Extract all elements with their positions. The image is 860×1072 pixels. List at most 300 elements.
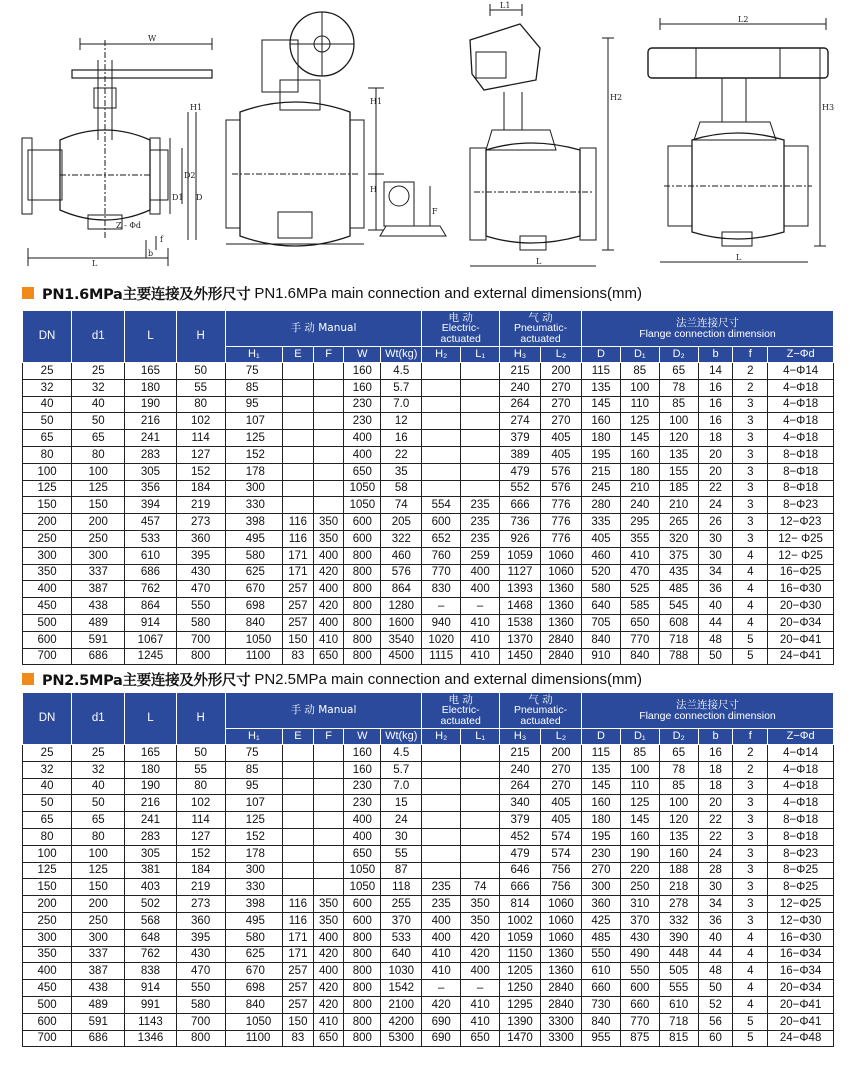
table-cell: 400 xyxy=(313,547,344,564)
table-cell xyxy=(313,363,344,380)
table-cell: 160 xyxy=(620,828,659,845)
table-cell: 180 xyxy=(581,812,620,829)
table-cell: 60 xyxy=(698,1030,733,1047)
table-cell: 610 xyxy=(125,547,176,564)
table-cell: 18 xyxy=(698,761,733,778)
header-dn: DN xyxy=(23,693,72,745)
table-cell: 640 xyxy=(581,598,620,615)
table-cell xyxy=(313,761,344,778)
table-cell: 80 xyxy=(176,778,225,795)
table-cell: 125 xyxy=(23,862,72,879)
table-cell: 24−Φ48 xyxy=(768,1030,834,1047)
header-sub: W xyxy=(344,729,381,745)
table-cell: 666 xyxy=(500,497,541,514)
table-cell: 600 xyxy=(620,980,659,997)
table-cell: 489 xyxy=(72,614,125,631)
table-cell: 840 xyxy=(581,1013,620,1030)
table-cell: 576 xyxy=(381,564,422,581)
table-cell: 125 xyxy=(620,413,659,430)
table-cell: 264 xyxy=(500,396,541,413)
table-cell: 1060 xyxy=(541,547,582,564)
table-row xyxy=(23,547,834,564)
header-sub: Wt(kg) xyxy=(381,347,422,363)
table-cell xyxy=(422,379,461,396)
table-cell: 118 xyxy=(381,879,422,896)
table-cell: 127 xyxy=(176,446,225,463)
label-f: f xyxy=(160,235,163,244)
table-cell: 4 xyxy=(733,946,768,963)
table-cell: 420 xyxy=(313,996,344,1013)
table-cell: 32 xyxy=(72,379,125,396)
table-cell: 322 xyxy=(381,530,422,547)
table-cell: 300 xyxy=(581,879,620,896)
header-sub: L₁ xyxy=(461,347,500,363)
table-cell: 330 xyxy=(225,879,282,896)
table-cell: 184 xyxy=(176,480,225,497)
table-cell: – xyxy=(461,980,500,997)
table-cell: 625 xyxy=(225,564,282,581)
header-sub: E xyxy=(283,347,314,363)
table-cell: 25 xyxy=(72,745,125,762)
section-marker xyxy=(22,673,34,685)
table-cell: 257 xyxy=(283,963,314,980)
table-cell: 730 xyxy=(581,996,620,1013)
header-electric-en: Electric-actuated xyxy=(440,322,481,345)
table-cell xyxy=(461,480,500,497)
table-cell: 762 xyxy=(125,946,176,963)
table-cell: 698 xyxy=(225,980,282,997)
table-cell: 125 xyxy=(620,795,659,812)
table-cell: 3 xyxy=(733,896,768,913)
table-cell: 180 xyxy=(125,761,176,778)
table-cell: 65 xyxy=(23,812,72,829)
table-cell: 800 xyxy=(344,598,381,615)
table-cell: 3 xyxy=(733,778,768,795)
table-cell: 410 xyxy=(461,614,500,631)
header-manual: 手 动 Manual xyxy=(225,693,422,729)
table-cell xyxy=(283,778,314,795)
table-cell: 4200 xyxy=(381,1013,422,1030)
table-cell xyxy=(283,761,314,778)
table-cell: 50 xyxy=(72,795,125,812)
table-cell: 1346 xyxy=(125,1030,176,1047)
table-cell: 150 xyxy=(283,631,314,648)
table-cell: 5.7 xyxy=(381,379,422,396)
header-pneumatic-en: Pneumatic-actuated xyxy=(513,704,568,727)
spec-table-pn16 xyxy=(22,310,834,665)
table-cell: 80 xyxy=(176,396,225,413)
table-cell: 3 xyxy=(733,879,768,896)
table-cell: 460 xyxy=(581,547,620,564)
table-cell: 50 xyxy=(698,980,733,997)
table-cell: 100 xyxy=(659,413,698,430)
label-d1: D1 xyxy=(172,193,184,202)
table-cell: 700 xyxy=(23,648,72,665)
table-cell: 505 xyxy=(659,963,698,980)
label-l-3: L xyxy=(536,257,542,266)
label-l2: L2 xyxy=(738,15,749,24)
label-d: D xyxy=(196,193,203,202)
table-cell: 330 xyxy=(225,497,282,514)
table-cell: 700 xyxy=(23,1030,72,1047)
table-cell: 5 xyxy=(733,648,768,665)
table-cell: 470 xyxy=(176,963,225,980)
table-cell xyxy=(313,480,344,497)
table-cell: 840 xyxy=(620,648,659,665)
table-cell: 646 xyxy=(500,862,541,879)
table-cell: 910 xyxy=(581,648,620,665)
header-electric xyxy=(422,693,500,729)
table-cell: 74 xyxy=(461,879,500,896)
table-cell xyxy=(283,463,314,480)
table-cell: 718 xyxy=(659,1013,698,1030)
table-cell: 24−Φ41 xyxy=(768,648,834,665)
table-cell: 55 xyxy=(381,845,422,862)
label-l1-top: L1 xyxy=(500,1,511,10)
table-cell: 235 xyxy=(461,530,500,547)
table-cell: 300 xyxy=(72,929,125,946)
table-cell: 420 xyxy=(313,564,344,581)
table-cell: 7.0 xyxy=(381,396,422,413)
table-cell: 241 xyxy=(125,812,176,829)
table-cell: 178 xyxy=(225,463,282,480)
table-row xyxy=(23,778,834,795)
table-cell: 240 xyxy=(620,497,659,514)
table-cell: 40 xyxy=(698,929,733,946)
table-cell: 200 xyxy=(23,896,72,913)
table-row xyxy=(23,879,834,896)
table-cell xyxy=(283,845,314,862)
table-cell: 1360 xyxy=(541,598,582,615)
table-cell: 216 xyxy=(125,795,176,812)
table-row xyxy=(23,996,834,1013)
table-cell: 184 xyxy=(176,862,225,879)
table-cell: 16 xyxy=(381,430,422,447)
table-cell: 650 xyxy=(344,463,381,480)
table-cell: 220 xyxy=(620,862,659,879)
header-dn: DN xyxy=(23,311,72,363)
table-cell: 125 xyxy=(23,480,72,497)
table-cell: 350 xyxy=(23,946,72,963)
table-cell: 332 xyxy=(659,912,698,929)
table-cell: 160 xyxy=(344,761,381,778)
table-row xyxy=(23,598,834,615)
table-cell: 838 xyxy=(125,963,176,980)
table-cell: 116 xyxy=(283,514,314,531)
table-cell xyxy=(283,795,314,812)
table-cell: 485 xyxy=(581,929,620,946)
header-sub: W xyxy=(344,347,381,363)
table-cell: 7.0 xyxy=(381,778,422,795)
table-cell: 926 xyxy=(500,530,541,547)
table-row xyxy=(23,514,834,531)
table-cell: 257 xyxy=(283,996,314,1013)
header-pneumatic xyxy=(500,311,582,347)
header-electric-en: Electric-actuated xyxy=(440,704,481,727)
table-cell: 235 xyxy=(461,514,500,531)
table-cell: 4.5 xyxy=(381,745,422,762)
table-cell: 3 xyxy=(733,480,768,497)
table-cell: 580 xyxy=(225,929,282,946)
table-cell: 241 xyxy=(125,430,176,447)
table-cell xyxy=(313,879,344,896)
table-cell: 160 xyxy=(581,795,620,812)
table-cell: 438 xyxy=(72,980,125,997)
table-cell: 85 xyxy=(620,363,659,380)
table-cell: 425 xyxy=(581,912,620,929)
table-cell: 30 xyxy=(381,828,422,845)
table-cell: 1245 xyxy=(125,648,176,665)
table-cell xyxy=(313,379,344,396)
table-cell: 127 xyxy=(176,828,225,845)
table-cell xyxy=(422,812,461,829)
table-cell: 410 xyxy=(313,631,344,648)
table-cell: 205 xyxy=(381,514,422,531)
table-cell: 337 xyxy=(72,564,125,581)
table-cell: 100 xyxy=(620,379,659,396)
header-pneumatic-cn: 气 动 xyxy=(528,311,553,324)
table-cell: 219 xyxy=(176,497,225,514)
table-cell: 864 xyxy=(125,598,176,615)
table-cell: 12−Φ30 xyxy=(768,912,834,929)
table-cell: 2840 xyxy=(541,631,582,648)
table-cell: 16−Φ30 xyxy=(768,929,834,946)
table-cell: 410 xyxy=(461,631,500,648)
table-cell: 4−Φ18 xyxy=(768,778,834,795)
table-cell: 360 xyxy=(581,896,620,913)
header-row-group xyxy=(23,311,834,347)
table-cell: 776 xyxy=(541,514,582,531)
table-cell: 250 xyxy=(23,912,72,929)
table-row xyxy=(23,497,834,514)
table-cell: 8−Φ18 xyxy=(768,480,834,497)
table-row xyxy=(23,631,834,648)
table-cell: 1050 xyxy=(344,497,381,514)
table-cell: 650 xyxy=(313,1030,344,1047)
table-cell: 840 xyxy=(581,631,620,648)
table-cell: 18 xyxy=(698,430,733,447)
table-cell: 3 xyxy=(733,530,768,547)
table-cell xyxy=(422,480,461,497)
table-cell: 32 xyxy=(23,761,72,778)
table-cell: 379 xyxy=(500,812,541,829)
table-cell: 74 xyxy=(381,497,422,514)
table-cell: 310 xyxy=(620,896,659,913)
table-cell xyxy=(313,430,344,447)
table-cell: 479 xyxy=(500,463,541,480)
table-cell: 283 xyxy=(125,446,176,463)
table-cell: 3 xyxy=(733,828,768,845)
table-cell: 550 xyxy=(176,598,225,615)
label-zphid: Z - Φd xyxy=(116,221,142,230)
table-cell: – xyxy=(422,980,461,997)
table-cell: 259 xyxy=(461,547,500,564)
table-cell: 756 xyxy=(541,879,582,896)
table-cell: 350 xyxy=(23,564,72,581)
table-cell: 215 xyxy=(581,463,620,480)
table-cell: 145 xyxy=(581,778,620,795)
table-cell: 190 xyxy=(125,396,176,413)
table-cell: 278 xyxy=(659,896,698,913)
table-cell: 400 xyxy=(344,446,381,463)
section-title-cn: PN2.5MPa主要连接及外形尺寸 xyxy=(42,672,251,689)
header-sub: L₁ xyxy=(461,729,500,745)
table-cell: 360 xyxy=(176,912,225,929)
table-cell xyxy=(313,812,344,829)
table-cell: 400 xyxy=(23,581,72,598)
table-cell xyxy=(461,430,500,447)
table-cell: 152 xyxy=(176,463,225,480)
table-cell xyxy=(283,480,314,497)
table-cell: 640 xyxy=(381,946,422,963)
table-cell: 788 xyxy=(659,648,698,665)
table-cell: 591 xyxy=(72,631,125,648)
table-cell xyxy=(283,430,314,447)
table-row xyxy=(23,761,834,778)
table-cell: – xyxy=(422,598,461,615)
table-cell: 650 xyxy=(313,648,344,665)
table-cell: 2 xyxy=(733,363,768,380)
table-cell: 4−Φ18 xyxy=(768,430,834,447)
table-cell: 410 xyxy=(422,946,461,963)
table-cell xyxy=(461,446,500,463)
table-cell: 1115 xyxy=(422,648,461,665)
table-cell: 283 xyxy=(125,828,176,845)
table-cell: 448 xyxy=(659,946,698,963)
table-cell: 4−Φ18 xyxy=(768,396,834,413)
table-cell: 450 xyxy=(23,980,72,997)
table-cell: 16−Φ30 xyxy=(768,581,834,598)
header-sub: Z−Φd xyxy=(768,347,834,363)
header-l: L xyxy=(125,693,176,745)
table-cell: 257 xyxy=(283,614,314,631)
table-cell: 50 xyxy=(23,413,72,430)
table-cell: 1030 xyxy=(381,963,422,980)
table-cell: 686 xyxy=(72,1030,125,1047)
table-cell: 400 xyxy=(313,963,344,980)
table-row xyxy=(23,446,834,463)
table-cell: 30 xyxy=(698,530,733,547)
header-electric-cn: 电 动 xyxy=(448,693,473,706)
label-w: W xyxy=(148,34,157,43)
table-cell: 116 xyxy=(283,530,314,547)
table-cell: 102 xyxy=(176,795,225,812)
table-cell: 670 xyxy=(225,963,282,980)
table-cell: 30 xyxy=(698,547,733,564)
table-cell: 479 xyxy=(500,845,541,862)
table-cell: 760 xyxy=(422,547,461,564)
table-cell: 4−Φ18 xyxy=(768,413,834,430)
table-cell: 736 xyxy=(500,514,541,531)
table-cell: 235 xyxy=(422,896,461,913)
section-title-en: PN2.5MPa main connection and external dimensions(mm) xyxy=(254,670,642,688)
table-cell: 350 xyxy=(313,896,344,913)
table-cell: 5 xyxy=(733,1030,768,1047)
table-cell: 533 xyxy=(381,929,422,946)
table-cell: 1060 xyxy=(541,896,582,913)
table-cell: 610 xyxy=(659,996,698,1013)
table-cell: 4.5 xyxy=(381,363,422,380)
label-b: b xyxy=(148,249,154,258)
table-cell: 24 xyxy=(698,845,733,862)
table-cell: 8−Φ23 xyxy=(768,845,834,862)
table-cell: 230 xyxy=(344,413,381,430)
table-cell: 4 xyxy=(733,980,768,997)
table-cell xyxy=(313,845,344,862)
table-cell: 3 xyxy=(733,497,768,514)
table-cell: 1360 xyxy=(541,581,582,598)
table-cell: 410 xyxy=(313,1013,344,1030)
table-cell: 533 xyxy=(125,530,176,547)
table-cell xyxy=(461,795,500,812)
table-cell: 85 xyxy=(225,379,282,396)
table-cell: 185 xyxy=(659,480,698,497)
table-cell: 135 xyxy=(659,446,698,463)
table-cell xyxy=(283,497,314,514)
table-cell: 22 xyxy=(381,446,422,463)
table-cell xyxy=(313,795,344,812)
table-cell: 2 xyxy=(733,745,768,762)
table-row xyxy=(23,363,834,380)
table-cell xyxy=(283,446,314,463)
table-cell: 430 xyxy=(176,946,225,963)
table-cell: 20−Φ41 xyxy=(768,1013,834,1030)
table-cell: 12−Φ25 xyxy=(768,896,834,913)
header-sub: F xyxy=(313,347,344,363)
table-cell: 83 xyxy=(283,648,314,665)
table-cell: 914 xyxy=(125,614,176,631)
table-cell: 56 xyxy=(698,1013,733,1030)
table-cell: 230 xyxy=(344,396,381,413)
table-cell: 20−Φ34 xyxy=(768,980,834,997)
table-cell: 255 xyxy=(381,896,422,913)
table-cell xyxy=(422,778,461,795)
table-cell: 552 xyxy=(500,480,541,497)
table-cell xyxy=(422,745,461,762)
table-cell: 235 xyxy=(422,879,461,896)
table-cell: 155 xyxy=(659,463,698,480)
header-electric-cn: 电 动 xyxy=(448,311,473,324)
table-cell: 160 xyxy=(344,379,381,396)
table-cell: 420 xyxy=(461,929,500,946)
header-sub: L₂ xyxy=(541,729,582,745)
table-cell: 50 xyxy=(72,413,125,430)
header-flange-cn: 法兰连接尺寸 xyxy=(675,699,739,711)
table-cell: 171 xyxy=(283,547,314,564)
table-cell: 600 xyxy=(344,530,381,547)
table-cell: 125 xyxy=(225,812,282,829)
table-cell: 8−Φ18 xyxy=(768,812,834,829)
table-cell: 4 xyxy=(733,963,768,980)
table-cell: 1360 xyxy=(541,614,582,631)
table-cell xyxy=(422,862,461,879)
table-cell: 200 xyxy=(541,745,582,762)
header-pneumatic-en: Pneumatic-actuated xyxy=(513,322,568,345)
table-cell: 337 xyxy=(72,946,125,963)
table-cell: 215 xyxy=(500,745,541,762)
table-cell: 25 xyxy=(72,363,125,380)
header-sub: D xyxy=(581,729,620,745)
table-cell: 160 xyxy=(659,845,698,862)
header-flange-en: Flange connection dimension xyxy=(639,709,776,722)
table-cell: 5 xyxy=(733,1013,768,1030)
table-cell: 485 xyxy=(659,581,698,598)
table-cell: 955 xyxy=(581,1030,620,1047)
table-cell: 400 xyxy=(313,581,344,598)
table-cell xyxy=(422,845,461,862)
header-sub: D₁ xyxy=(620,347,659,363)
table-cell: 600 xyxy=(344,896,381,913)
